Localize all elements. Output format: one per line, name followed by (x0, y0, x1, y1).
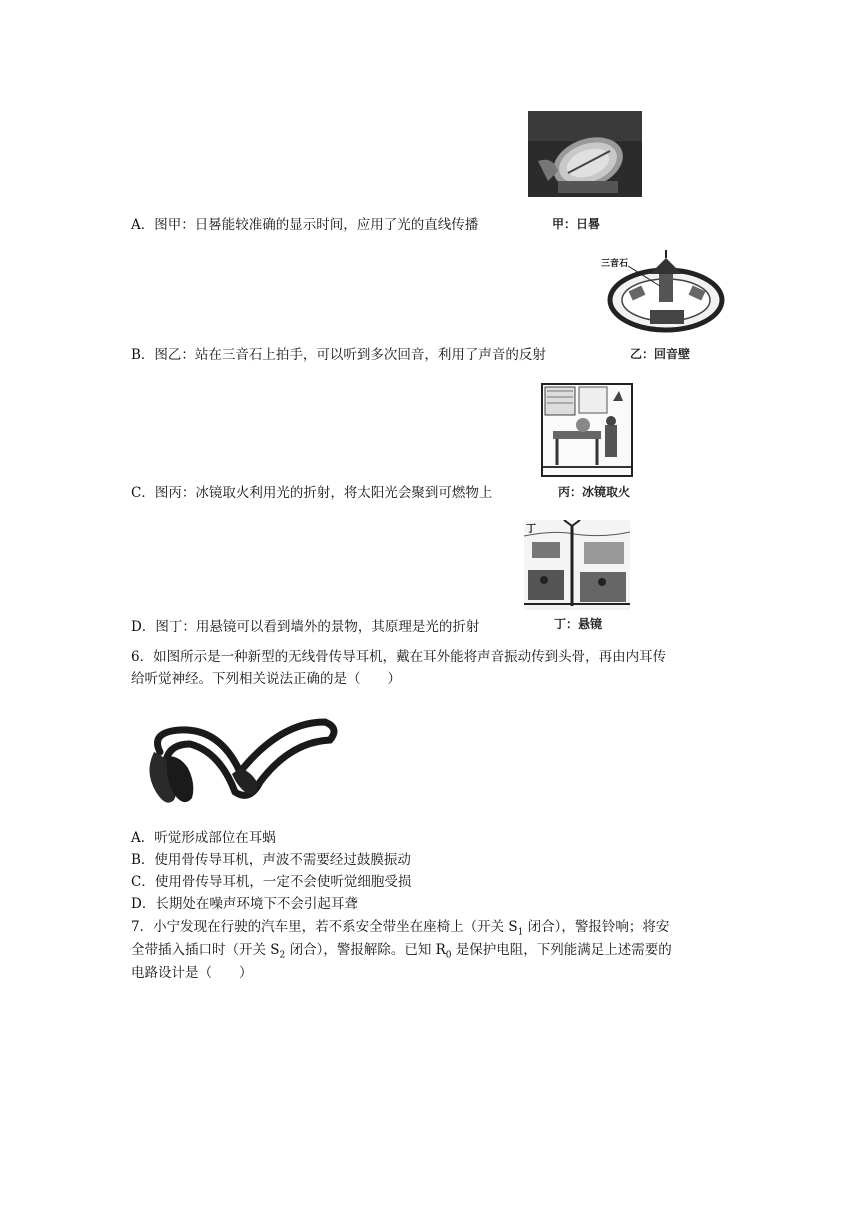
caption-bing: 丙：冰镜取火 (558, 485, 631, 499)
r0-subscript: 0 (445, 950, 452, 961)
headphone-image (140, 712, 340, 812)
hanging-mirror-figure (524, 520, 630, 610)
question-7-stem-1 (131, 918, 669, 942)
s1-subscript: 1 (517, 927, 524, 938)
caption-ding: 丁：悬镜 (554, 617, 603, 631)
sundial-figure (528, 111, 642, 197)
headphone-figure (140, 712, 340, 812)
sundial-image (528, 111, 642, 197)
option-6c: C．使用骨传导耳机，一定不会使听觉细胞受损 (131, 874, 412, 890)
q7-stem1-a: 7．小宁发现在行驶的汽车里，若不系安全带坐在座椅上（开关 S (131, 919, 518, 935)
question-6-stem-1: 6．如图所示是一种新型的无线骨传导耳机，戴在耳外能将声音振动传到头骨，再由内耳传 (131, 649, 667, 665)
ice-lens-figure (541, 383, 633, 477)
option-6d: D．长期处在噪声环境下不会引起耳聋 (131, 896, 358, 912)
option-5a: A．图甲：日晷能较准确的显示时间，应用了光的直线传播 (131, 217, 479, 233)
caption-jia: 甲：日晷 (552, 217, 601, 231)
caption-yi: 乙：回音壁 (630, 347, 691, 361)
ice-lens-image (543, 385, 631, 475)
label-ding-inner: 丁 (526, 524, 536, 535)
q7-stem1-b: 闭合），警报铃响；将安 (523, 919, 670, 935)
option-6a: A．听觉形成部位在耳蜗 (131, 830, 276, 846)
question-7-stem-3: 电路设计是（ ） (131, 965, 253, 981)
q7-stem2-c: 是保护电阻，下列能满足上述需要的 (451, 942, 672, 958)
label-sanyinshi: 三音石 (601, 259, 629, 269)
hanging-mirror-image (524, 520, 630, 610)
echo-wall-figure (600, 244, 728, 339)
option-5c: C．图丙：冰镜取火利用光的折射，将太阳光会聚到可燃物上 (131, 485, 493, 501)
q7-stem2-b: 闭合），警报解除。已知 R (285, 942, 446, 958)
s2-subscript: 2 (279, 950, 286, 961)
option-6b: B．使用骨传导耳机，声波不需要经过鼓膜振动 (131, 852, 411, 868)
option-5d: D．图丁：用悬镜可以看到墙外的景物，其原理是光的折射 (131, 619, 480, 635)
question-6-stem-2: 给听觉神经。下列相关说法正确的是（ ） (131, 671, 401, 687)
q7-stem2-a: 全带插入插口时（开关 S (131, 942, 280, 958)
option-5b: B．图乙：站在三音石上拍手，可以听到多次回音，利用了声音的反射 (131, 347, 546, 363)
question-7-stem-2 (131, 941, 672, 965)
